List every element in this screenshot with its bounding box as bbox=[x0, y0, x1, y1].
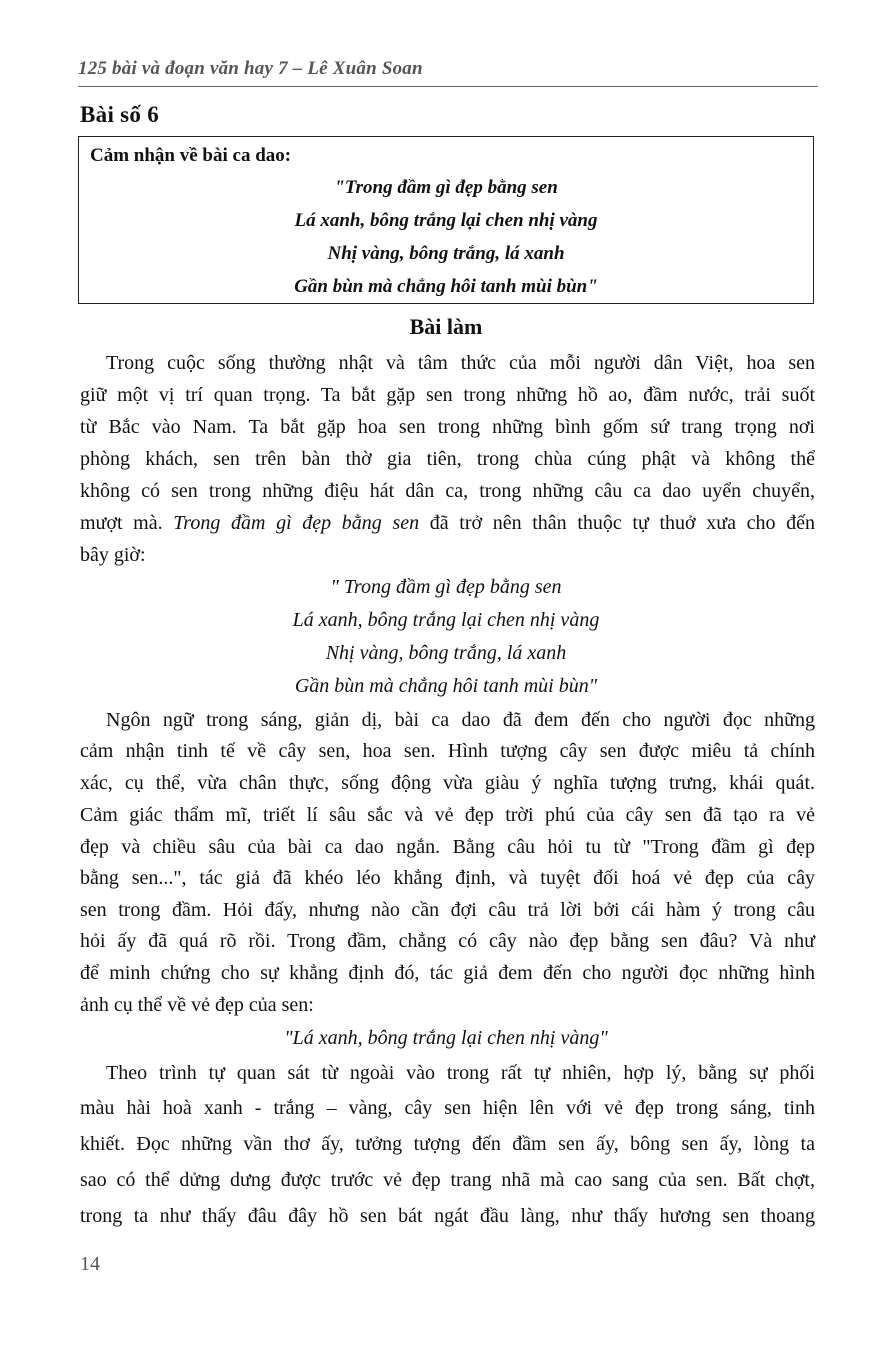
paragraph-1-line: Trong cuộc sống thường nhật và tâm thức của mỗi người dân Việt, hoa sen bbox=[106, 352, 815, 374]
paragraph-2-line: Cảm giác thẩm mĩ, triết lí sâu sắc và vẻ đẹp trời phú của cây sen đã tạo ra vẻ bbox=[80, 804, 815, 826]
paragraph-3-line: màu hài hoà xanh - trắng – vàng, cây sen hiện lên với vẻ đẹp trong sáng, tinh bbox=[80, 1097, 815, 1119]
paragraph-1-line bbox=[80, 512, 815, 535]
paragraph-3-line: sao có thể dửng dưng được trước vẻ đẹp trang nhã mà cao sang của sen. Bất chợt, bbox=[80, 1169, 815, 1191]
paragraph-3-line: khiết. Đọc những vần thơ ấy, tưởng tượng đến đầm sen ấy, bông sen ấy, lòng ta bbox=[80, 1133, 815, 1155]
prompt-box bbox=[78, 136, 814, 304]
prompt-verse-line: Lá xanh, bông trắng lại chen nhị vàng bbox=[294, 210, 598, 231]
verse-line: Gần bùn mà chẳng hôi tanh mùi bùn" bbox=[294, 675, 598, 697]
lesson-title: Bài số 6 bbox=[80, 102, 160, 127]
paragraph-2-line: sen trong đầm. Hỏi đấy, nhưng nào cần đợi câu trả lời bởi cái hàm ý trong câu bbox=[80, 899, 815, 921]
paragraph-1-line: từ Bắc vào Nam. Ta bắt gặp hoa sen trong những bình gốm sứ trang trọng nơi bbox=[80, 416, 815, 438]
prompt-verse-line: "Trong đầm gì đẹp bằng sen bbox=[334, 177, 558, 198]
paragraph-2-line: để minh chứng cho sự khẳng định đó, tác giả đem đến cho người đọc những hình bbox=[80, 962, 815, 984]
header-divider bbox=[78, 86, 818, 87]
paragraph-3-line: Theo trình tự quan sát từ ngoài vào trong rất tự nhiên, hợp lý, bằng sự phối bbox=[106, 1062, 815, 1084]
verse-line: Nhị vàng, bông trắng, lá xanh bbox=[325, 642, 567, 664]
paragraph-2-line: cảm nhận tinh tế về cây sen, hoa sen. Hình tượng cây sen được miêu tả chính bbox=[80, 740, 815, 762]
paragraph-2-line: ảnh cụ thể về vẻ đẹp của sen: bbox=[80, 994, 314, 1016]
prompt-verse-line: Nhị vàng, bông trắng, lá xanh bbox=[327, 243, 565, 264]
paragraph-1-text: mượt mà. bbox=[80, 512, 174, 534]
paragraph-2-line: xác, cụ thể, vừa chân thực, sống động vừa giàu ý nghĩa tượng trưng, khái quát. bbox=[80, 772, 815, 794]
verse-line: Lá xanh, bông trắng lại chen nhị vàng bbox=[292, 609, 600, 631]
paragraph-2-line: đẹp và chiều sâu của bài ca dao ngắn. Bằng câu hỏi tu từ "Trong đầm gì đẹp bbox=[80, 836, 815, 858]
verse-line: " Trong đầm gì đẹp bằng sen bbox=[330, 576, 562, 598]
paragraph-2-line: hỏi ấy đã quá rõ rồi. Trong đầm, chẳng có cây nào đẹp bằng sen đâu? Và như bbox=[80, 930, 815, 952]
prompt-lead: Cảm nhận về bài ca dao: bbox=[90, 145, 292, 166]
running-header: 125 bài và đoạn văn hay 7 – Lê Xuân Soan bbox=[78, 58, 423, 79]
answer-title: Bài làm bbox=[409, 314, 483, 339]
page-number: 14 bbox=[80, 1253, 100, 1275]
paragraph-1-line: giữ một vị trí quan trọng. Ta bắt gặp sen trong những hồ ao, đầm nước, trải suốt bbox=[80, 384, 815, 406]
paragraph-1-line: phòng khách, sen trên bàn thờ gia tiên, trong chùa cúng phật và không thể bbox=[80, 448, 815, 470]
inline-verse-quote: Trong đầm gì đẹp bằng sen bbox=[173, 512, 420, 534]
prompt-verse-line: Gần bùn mà chẳng hôi tanh mùi bùn" bbox=[294, 276, 598, 297]
paragraph-1-line: bây giờ: bbox=[80, 544, 146, 566]
quote-line: "Lá xanh, bông trắng lại chen nhị vàng" bbox=[284, 1027, 608, 1049]
paragraph-1-text: đã trở nên thân thuộc tự thuở xưa cho đến bbox=[419, 512, 815, 534]
paragraph-2-line: bằng sen...", tác giả đã khéo léo khẳng định, và tuyệt đối hoá vẻ đẹp của cây bbox=[80, 867, 815, 889]
paragraph-3-line: trong ta như thấy đâu đây hồ sen bát ngát đầu làng, như thấy hương sen thoang bbox=[80, 1205, 815, 1227]
paragraph-1-line: không có sen trong những điệu hát dân ca, trong những câu ca dao uyển chuyển, bbox=[80, 480, 815, 502]
paragraph-2-line: Ngôn ngữ trong sáng, giản dị, bài ca dao đã đem đến cho người đọc những bbox=[106, 709, 815, 731]
